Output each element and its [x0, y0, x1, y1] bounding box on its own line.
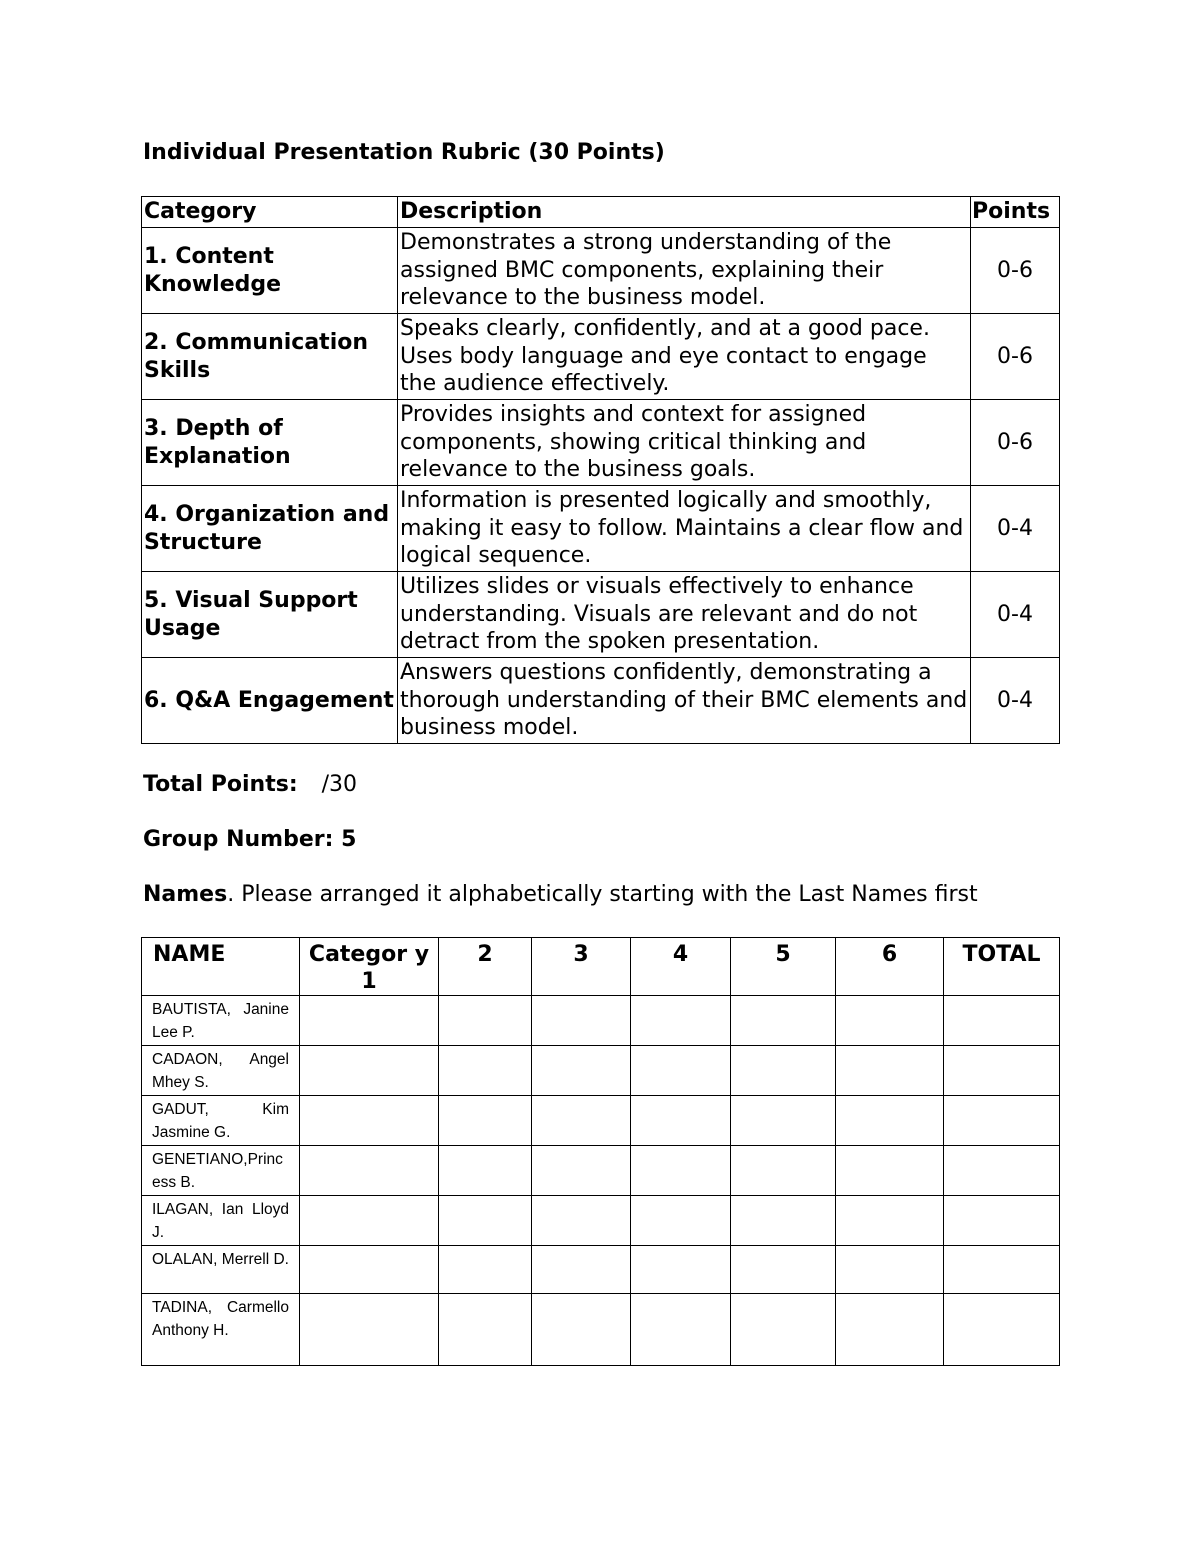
- grading-header-category-2: 2: [439, 938, 532, 996]
- rubric-description: Information is presented logically and smoothly, making it easy to follow. Maintains a clear flow and logical sequence.: [398, 486, 971, 572]
- rubric-points: 0-4: [971, 658, 1060, 744]
- rubric-header-row: [142, 197, 1060, 228]
- score-cell[interactable]: [439, 1294, 532, 1366]
- student-name: ILAGAN, Ian Lloyd J.: [142, 1196, 300, 1246]
- rubric-description: Demonstrates a strong understanding of the assigned BMC components, explaining their relevance to the business model.: [398, 228, 971, 314]
- score-cell[interactable]: [631, 1294, 731, 1366]
- rubric-row: [142, 658, 1060, 744]
- student-name: GADUT, Kim Jasmine G.: [142, 1096, 300, 1146]
- score-cell[interactable]: [631, 996, 731, 1046]
- score-cell[interactable]: [731, 1246, 836, 1294]
- total-cell[interactable]: [944, 1196, 1060, 1246]
- score-cell[interactable]: [532, 1196, 631, 1246]
- total-cell[interactable]: [944, 1146, 1060, 1196]
- score-cell[interactable]: [439, 1146, 532, 1196]
- score-cell[interactable]: [300, 1046, 439, 1096]
- rubric-header-description: Description: [398, 197, 971, 228]
- rubric-description: Speaks clearly, confidently, and at a good pace. Uses body language and eye contact to engage the audience effectively.: [398, 314, 971, 400]
- score-cell[interactable]: [731, 1096, 836, 1146]
- rubric-points: 0-4: [971, 572, 1060, 658]
- student-row: [142, 1246, 1060, 1294]
- names-label: Names: [143, 882, 228, 907]
- rubric-row: [142, 572, 1060, 658]
- student-name: GENETIANO,Princess B.: [142, 1146, 300, 1196]
- score-cell[interactable]: [631, 1246, 731, 1294]
- score-cell[interactable]: [836, 1146, 944, 1196]
- score-cell[interactable]: [532, 1146, 631, 1196]
- score-cell[interactable]: [532, 1246, 631, 1294]
- student-row: [142, 1146, 1060, 1196]
- total-cell[interactable]: [944, 1294, 1060, 1366]
- score-cell[interactable]: [300, 1246, 439, 1294]
- score-cell[interactable]: [631, 1196, 731, 1246]
- score-cell[interactable]: [300, 1146, 439, 1196]
- score-cell[interactable]: [300, 1196, 439, 1246]
- score-cell[interactable]: [731, 1046, 836, 1096]
- score-cell[interactable]: [836, 1046, 944, 1096]
- grading-header-category-1: Categor y 1: [300, 938, 439, 996]
- rubric-points: 0-6: [971, 400, 1060, 486]
- grading-header-name: NAME: [142, 938, 300, 996]
- names-instruction-text: . Please arranged it alphabetically starting with the Last Names first: [227, 882, 978, 907]
- rubric-points: 0-4: [971, 486, 1060, 572]
- grading-header-category-3: 3: [532, 938, 631, 996]
- rubric-category: 1. Content Knowledge: [142, 228, 398, 314]
- score-cell[interactable]: [631, 1096, 731, 1146]
- rubric-row: [142, 314, 1060, 400]
- score-cell[interactable]: [836, 1294, 944, 1366]
- score-cell[interactable]: [439, 1196, 532, 1246]
- rubric-header-category: Category: [142, 197, 398, 228]
- score-cell[interactable]: [532, 996, 631, 1046]
- total-points-line: [143, 772, 357, 797]
- score-cell[interactable]: [300, 996, 439, 1046]
- student-row: [142, 1046, 1060, 1096]
- student-row: [142, 1196, 1060, 1246]
- rubric-row: [142, 400, 1060, 486]
- total-cell[interactable]: [944, 996, 1060, 1046]
- student-name: TADINA, Carmello Anthony H.: [142, 1294, 300, 1366]
- document-title: Individual Presentation Rubric (30 Points): [143, 140, 665, 165]
- grading-header-total: TOTAL: [944, 938, 1060, 996]
- student-row: [142, 1294, 1060, 1366]
- total-cell[interactable]: [944, 1246, 1060, 1294]
- student-row: [142, 996, 1060, 1046]
- score-cell[interactable]: [836, 1096, 944, 1146]
- rubric-category: 5. Visual Support Usage: [142, 572, 398, 658]
- score-cell[interactable]: [300, 1294, 439, 1366]
- rubric-description: Utilizes slides or visuals effectively to enhance understanding. Visuals are relevant and do not detract from the spoken presentation.: [398, 572, 971, 658]
- student-name: CADAON, Angel Mhey S.: [142, 1046, 300, 1096]
- rubric-points: 0-6: [971, 228, 1060, 314]
- rubric-category: 2. Communication Skills: [142, 314, 398, 400]
- total-points-value: /30: [321, 772, 358, 797]
- score-cell[interactable]: [631, 1146, 731, 1196]
- names-instruction: [143, 882, 978, 907]
- group-number-line: [143, 827, 356, 852]
- score-cell[interactable]: [439, 1046, 532, 1096]
- score-cell[interactable]: [439, 1096, 532, 1146]
- rubric-row: [142, 228, 1060, 314]
- score-cell[interactable]: [300, 1096, 439, 1146]
- grading-header-row: [142, 938, 1060, 996]
- score-cell[interactable]: [731, 1146, 836, 1196]
- score-cell[interactable]: [439, 1246, 532, 1294]
- grading-header-category-4: 4: [631, 938, 731, 996]
- score-cell[interactable]: [836, 996, 944, 1046]
- rubric-category: 6. Q&A Engagement: [142, 658, 398, 744]
- rubric-description: Provides insights and context for assigned components, showing critical thinking and relevance to the business goals.: [398, 400, 971, 486]
- score-cell[interactable]: [731, 1196, 836, 1246]
- rubric-description: Answers questions confidently, demonstrating a thorough understanding of their BMC elements and business model.: [398, 658, 971, 744]
- score-cell[interactable]: [532, 1096, 631, 1146]
- rubric-category: 4. Organization and Structure: [142, 486, 398, 572]
- score-cell[interactable]: [731, 996, 836, 1046]
- student-row: [142, 1096, 1060, 1146]
- score-cell[interactable]: [532, 1046, 631, 1096]
- score-cell[interactable]: [439, 996, 532, 1046]
- score-cell[interactable]: [532, 1294, 631, 1366]
- student-name: BAUTISTA, Janine Lee P.: [142, 996, 300, 1046]
- rubric-header-points: Points: [971, 197, 1060, 228]
- rubric-points: 0-6: [971, 314, 1060, 400]
- score-cell[interactable]: [631, 1046, 731, 1096]
- score-cell[interactable]: [836, 1196, 944, 1246]
- grading-header-category-6: 6: [836, 938, 944, 996]
- total-points-label: Total Points:: [143, 772, 298, 797]
- rubric-category: 3. Depth of Explanation: [142, 400, 398, 486]
- score-cell[interactable]: [836, 1246, 944, 1294]
- grading-header-category-5: 5: [731, 938, 836, 996]
- student-name: OLALAN, Merrell D.: [142, 1246, 300, 1294]
- score-cell[interactable]: [731, 1294, 836, 1366]
- total-cell[interactable]: [944, 1046, 1060, 1096]
- grading-table: [141, 937, 1060, 1366]
- total-cell[interactable]: [944, 1096, 1060, 1146]
- rubric-row: [142, 486, 1060, 572]
- group-number-label: Group Number: 5: [143, 827, 357, 852]
- rubric-table: [141, 196, 1060, 744]
